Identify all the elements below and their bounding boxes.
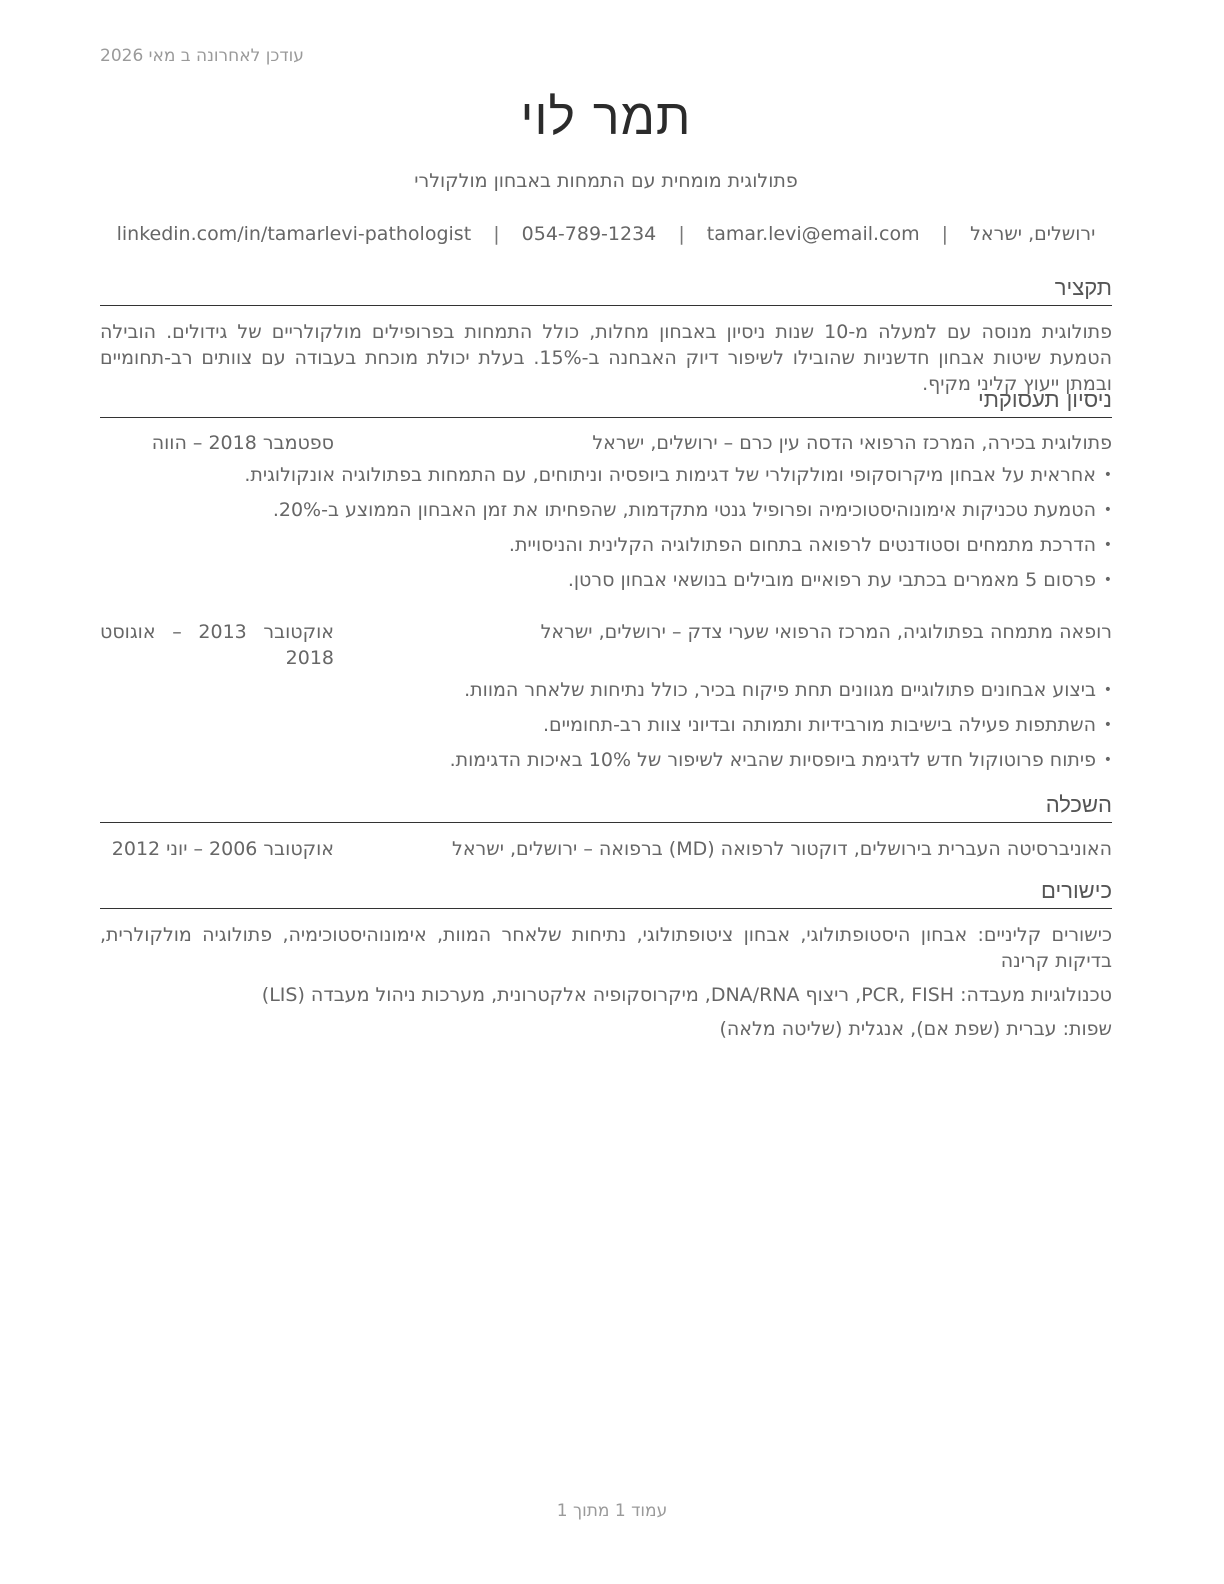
summary-text: פתולוגית מנוסה עם למעלה מ-10 שנות ניסיון באבחון מחלות, כולל התמחות בפרופילים מולקולריים של גידולים. הובילה הטמעת שיטות אבחון חדשניות שהובילו לשיפור דיוק האבחנה ב-15%. בעלת יכולת מוכחת בעבודה עם צוותים רב-תחומיים ובמתן ייעוץ קליני מקיף.: [100, 321, 1113, 395]
contact-phone[interactable]: 054-789-1234: [521, 223, 657, 245]
job-dates: ספטמבר 2018 – הווה: [151, 432, 334, 454]
contact-separator: |: [493, 223, 500, 245]
list-item: • השתתפות פעילה בישיבות מורבידיות ותמותה ובדיוני צוות רב-תחומיים.: [100, 712, 1112, 738]
job-bullets: [100, 462, 1112, 602]
education-dates: אוקטובר 2006 – יוני 2012: [111, 838, 334, 860]
skills-heading: כישורים: [100, 878, 1112, 909]
contact-linkedin[interactable]: linkedin.com/in/tamarlevi-pathologist: [116, 223, 472, 245]
skill-line: שפות: עברית (שפת אם), אנגלית (שליטה מלאה): [719, 1018, 1112, 1040]
candidate-subtitle: פתולוגית מומחית עם התמחות באבחון מולקולרי: [414, 170, 798, 192]
list-item: • אחראית על אבחון מיקרוסקופי ומולקולרי של דגימות ביופסיה וניתוחים, עם התמחות בפתולוגיה אונקולוגית.: [100, 462, 1112, 488]
summary-heading: תקציר: [100, 275, 1112, 306]
contact-line: [100, 223, 1112, 245]
education-title: האוניברסיטה העברית בירושלים, דוקטור לרפואה (MD) ברפואה – ירושלים, ישראל: [452, 838, 1112, 860]
contact-location: ירושלים, ישראל: [970, 223, 1096, 245]
contact-separator: |: [678, 223, 685, 245]
list-item: • הטמעת טכניקות אימונוהיסטוכימיה ופרופיל גנטי מתקדמות, שהפחיתו את זמן האבחון הממוצע ב-20%.: [100, 497, 1112, 523]
contact-separator: |: [941, 223, 949, 245]
skill-line: כישורים קליניים: אבחון היסטופתולוגי, אבחון ציטופתולוגי, נתיחות שלאחר המוות, אימונוהיסטוכימיה, פתולוגיה מולקולרית, בדיקות קרינה: [100, 924, 1112, 972]
list-item: • הדרכת מתמחים וסטודנטים לרפואה בתחום הפתולוגיה הקלינית והניסויית.: [100, 532, 1112, 558]
list-item: • ביצוע אבחונים פתולוגיים מגוונים תחת פיקוח בכיר, כולל נתיחות שלאחר המוות.: [100, 677, 1112, 703]
list-item: • פרסום 5 מאמרים בכתבי עת רפואיים מובילים בנושאי אבחון סרטן.: [100, 567, 1112, 593]
skill-line: טכנולוגיות מעבדה: PCR, FISH, ריצוף DNA/RNA, מיקרוסקופיה אלקטרונית, מערכות ניהול מעבדה (LIS): [261, 984, 1112, 1006]
page-footer: עמוד 1 מתוך 1: [556, 1501, 668, 1521]
list-item: • פיתוח פרוטוקול חדש לדגימת ביופסיות שהביא לשיפור של 10% באיכות הדגימות.: [100, 747, 1112, 773]
experience-heading: ניסיון תעסוקתי: [100, 387, 1112, 418]
job-title: פתולוגית בכירה, המרכז הרפואי הדסה עין כרם – ירושלים, ישראל: [592, 432, 1112, 454]
candidate-name: תמר לוי: [520, 88, 692, 146]
job-dates: אוקטובר 2013 – אוגוסט 2018: [100, 621, 334, 669]
job-bullets: [100, 677, 1112, 782]
last-updated: עודכן לאחרונה ב מאי 2026: [100, 46, 304, 66]
contact-email[interactable]: tamar.levi@email.com: [706, 223, 920, 245]
job-title: רופאה מתמחה בפתולוגיה, המרכז הרפואי שערי צדק – ירושלים, ישראל: [540, 621, 1112, 643]
education-heading: השכלה: [100, 792, 1112, 823]
